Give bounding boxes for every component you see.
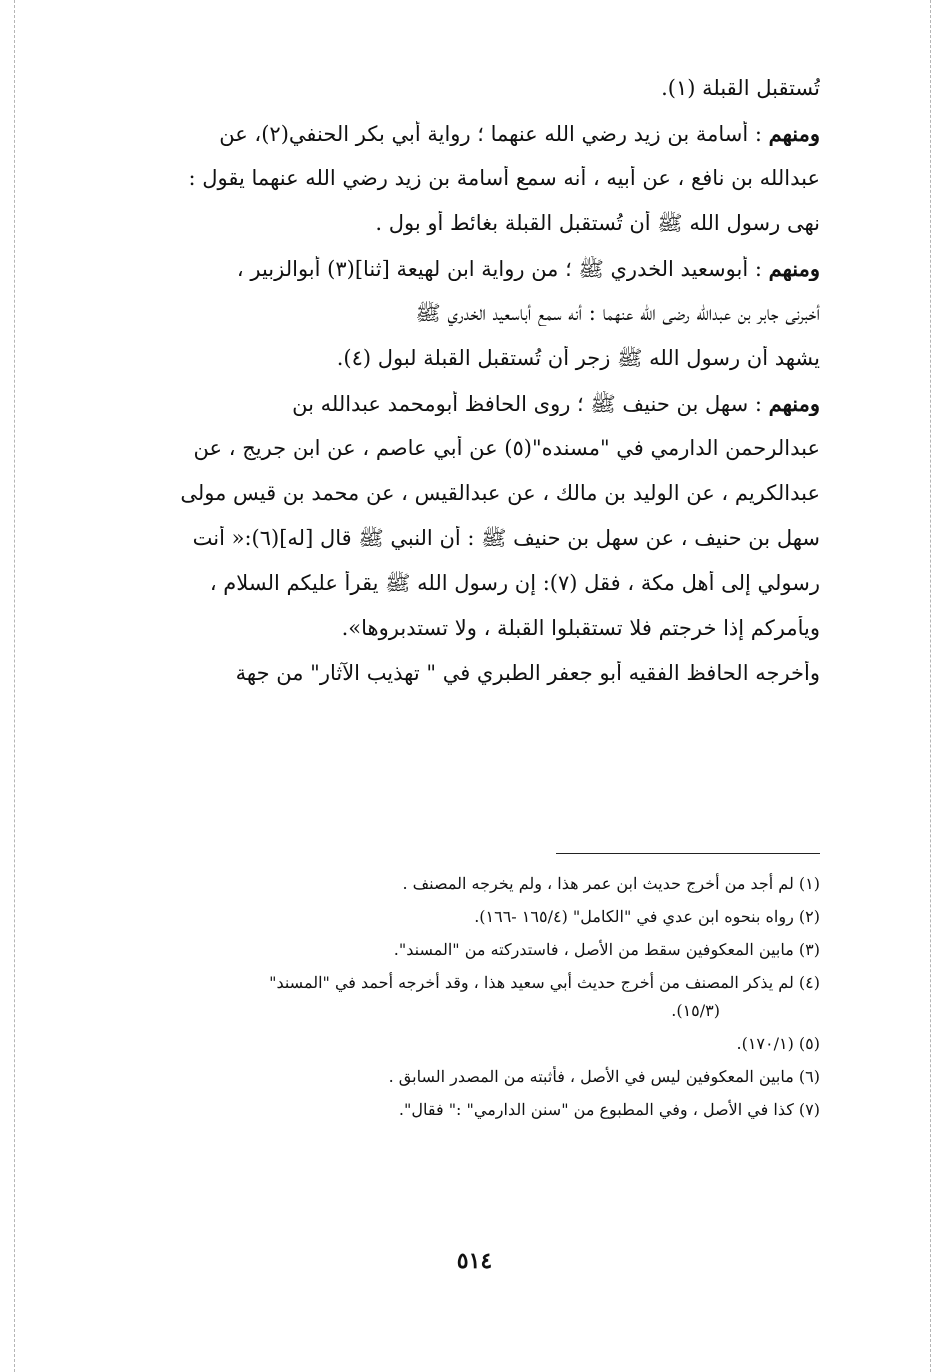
lead-word: ومنهم <box>768 391 820 416</box>
text-line: يشهد أن رسول الله ﷺ زجر أن تُستقبل القبلة لبول (٤). <box>336 346 820 370</box>
text-line: رسولي إلى أهل مكة ، فقل (٧): إن رسول الله ﷺ يقرأ عليكم السلام ، <box>209 571 820 595</box>
main-text <box>104 76 820 686</box>
footnotes <box>104 873 820 1132</box>
lead-word: ومنهم <box>768 121 820 146</box>
text-line: نهى رسول الله ﷺ أن تُستقبل القبلة بغائط أو بول . <box>375 211 820 235</box>
text-line: عبدالرحمن الدارمي في "مسنده"(٥) عن أبي عاصم ، عن ابن جريج ، عن <box>193 436 820 460</box>
text-line: وأخرجه الحافظ الفقيه أبو جعفر الطبري في " تهذيب الآثار" من جهة <box>235 661 820 685</box>
footnote-separator <box>556 853 820 854</box>
footnote: (٧) كذا في الأصل ، وفي المطبوع من "سنن الدارمي" :" فقال". <box>398 1100 820 1119</box>
footnote: (٤) لم يذكر المصنف من أخرج حديث أبي سعيد هذا ، وقد أخرجه أحمد في "المسند" <box>269 973 820 992</box>
footnote: (٢) رواه بنحوه ابن عدي في "الكامل" (١٦٥/٤ -١٦٦). <box>474 907 820 926</box>
text-line: أخبرني جابر بن عبدالله رضي الله عنهما : أنه سمع أباسعيد الخدري ﷺ <box>415 301 820 325</box>
footnote: (٦) مابين المعكوفين ليس في الأصل ، فأثبته من المصدر السابق . <box>388 1067 820 1086</box>
text-line: تُستقبل القبلة (١). <box>661 76 820 100</box>
page-edge-right <box>930 0 931 1372</box>
footnote-continuation: (١٥/٣). <box>671 1001 720 1020</box>
text-line: ومنهم : سهل بن حنيف ﷺ ؛ روى الحافظ أبومحمد عبدالله بن <box>292 391 820 416</box>
footnote: (٣) مابين المعكوفين سقط من الأصل ، فاستدركته من "المسند". <box>393 940 820 959</box>
footnote: (١) لم أجد من أخرج حديث ابن عمر هذا ، ولم يخرجه المصنف . <box>402 874 820 893</box>
page-number: ٥١٤ <box>456 1248 493 1274</box>
text-line: ويأمركم إذا خرجتم فلا تستقبلوا القبلة ، ولا تستدبروها». <box>341 616 820 640</box>
page-edge-left <box>14 0 15 1372</box>
text-line: عبدالكريم ، عن الوليد بن مالك ، عن عبدالقيس ، عن محمد بن قيس مولى <box>180 481 820 505</box>
footnote: (٥) (١٧٠/١). <box>736 1034 820 1053</box>
text-line: ومنهم : أبوسعيد الخدري ﷺ ؛ من رواية ابن لهيعة [ثنا](٣) أبوالزبير ، <box>236 256 820 281</box>
text-line: سهل بن حنيف ، عن سهل بن حنيف ﷺ : أن النبي ﷺ قال [له](٦):« أنت <box>192 526 820 550</box>
text-line: عبدالله بن نافع ، عن أبيه ، أنه سمع أسامة بن زيد رضي الله عنهما يقول : <box>188 166 820 190</box>
lead-word: ومنهم <box>768 256 820 281</box>
text-line: ومنهم : أسامة بن زيد رضي الله عنهما ؛ رواية أبي بكر الحنفي(٢)، عن <box>219 121 820 146</box>
